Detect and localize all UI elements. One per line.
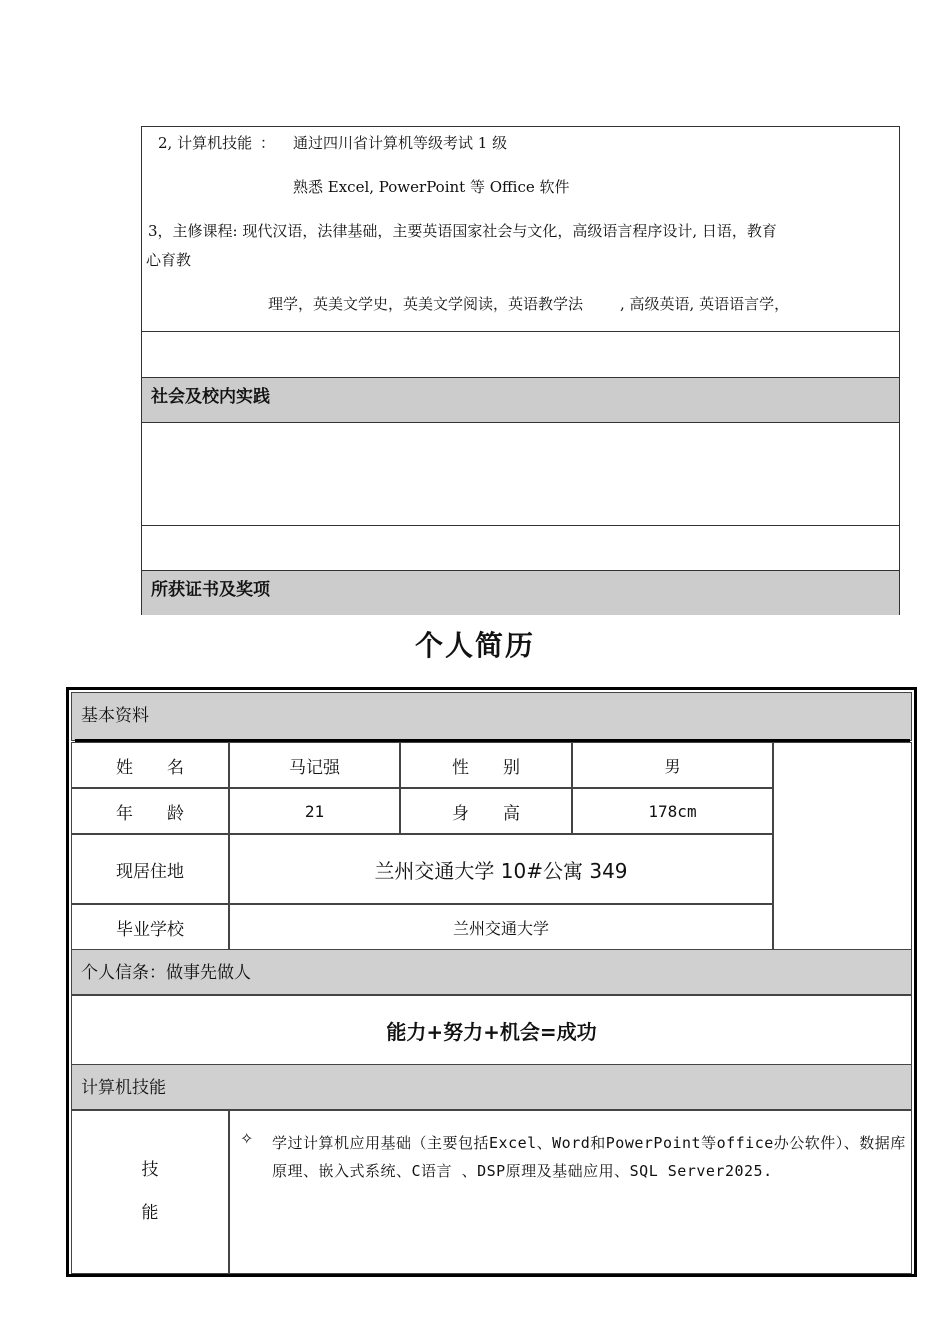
address-value-cell (229, 834, 773, 904)
practice-header-row (142, 377, 899, 423)
gender-value: 男 (664, 756, 681, 776)
age-label: 年 龄 (116, 803, 184, 824)
skills-heading: 计算机技能 (81, 1078, 166, 1098)
age-value-cell (229, 788, 400, 834)
skills-text: 学过计算机应用基础（主要包括Excel、Word和PowerPoint等office办公软件）、数据库原理、嵌入式系统、C语言 、DSP原理及基础应用、SQL Server2025. (272, 1134, 906, 1180)
education-table (141, 126, 900, 615)
awards-header-row (142, 570, 899, 615)
skills-header-row (71, 1064, 912, 1110)
basic-info-header-row (71, 692, 912, 741)
address-label-cell (71, 834, 229, 904)
gender-label-cell (400, 742, 572, 788)
name-label: 姓 名 (116, 757, 184, 778)
school-value-cell (229, 904, 773, 950)
diamond-outline-icon: ✧ (240, 1129, 254, 1148)
skills-label-cell (71, 1110, 229, 1274)
school-label: 毕业学校 (116, 919, 184, 940)
address-label: 现居住地 (116, 861, 184, 882)
practice-heading: 社会及校内实践 (151, 387, 270, 407)
computer-skill-label: 2, 计算机技能 (158, 134, 253, 152)
school-label-cell (71, 904, 229, 950)
computer-skill-line1: 通过四川省计算机等级考试 1 级 (293, 134, 508, 152)
courses-line1: 3，主修课程: 现代汉语，法律基础，主要英语国家社会与文化，高级语言程序设计, 日语，教育 (148, 222, 777, 240)
skills-content-cell (229, 1110, 912, 1274)
courses-line3: 理学，英美文学史，英美文学阅读，英语教学法 (268, 295, 584, 313)
name-value-cell (229, 742, 400, 788)
gender-value-cell (572, 742, 773, 788)
page-title: 个人简历 (414, 629, 535, 662)
height-value-cell (572, 788, 773, 834)
school-value: 兰州交通大学 (452, 918, 549, 938)
motto: 能力+努力+机会=成功 (386, 1019, 597, 1044)
motto-cell (71, 995, 912, 1065)
gender-label: 性 别 (452, 757, 520, 778)
height-value: 178cm (648, 801, 697, 821)
divider (142, 525, 899, 526)
name-label-cell (71, 742, 229, 788)
courses-line2: 心育教 (146, 251, 192, 269)
age-label-cell (71, 788, 229, 834)
age-value: 21 (304, 801, 325, 821)
resume-table (66, 687, 917, 1277)
photo-area (773, 742, 912, 950)
skills-label-1: 技 (141, 1160, 159, 1180)
computer-skill-line2: 熟悉 Excel, PowerPoint 等 Office 软件 (293, 178, 570, 196)
motto-header-row (71, 949, 912, 995)
basic-info-heading: 基本资料 (81, 706, 149, 726)
divider (142, 331, 899, 332)
address-value: 兰州交通大学 10#公寓 349 (374, 858, 628, 883)
height-label: 身 高 (452, 803, 520, 824)
courses-line3b: , 高级英语, 英语语言学， (620, 295, 790, 313)
name-value: 马记强 (289, 757, 340, 778)
skills-label-2: 能 (141, 1203, 159, 1223)
awards-heading: 所获证书及奖项 (151, 580, 270, 600)
height-label-cell (400, 788, 572, 834)
colon: ： (260, 134, 276, 152)
motto-heading: 个人信条：做事先做人 (81, 963, 251, 983)
